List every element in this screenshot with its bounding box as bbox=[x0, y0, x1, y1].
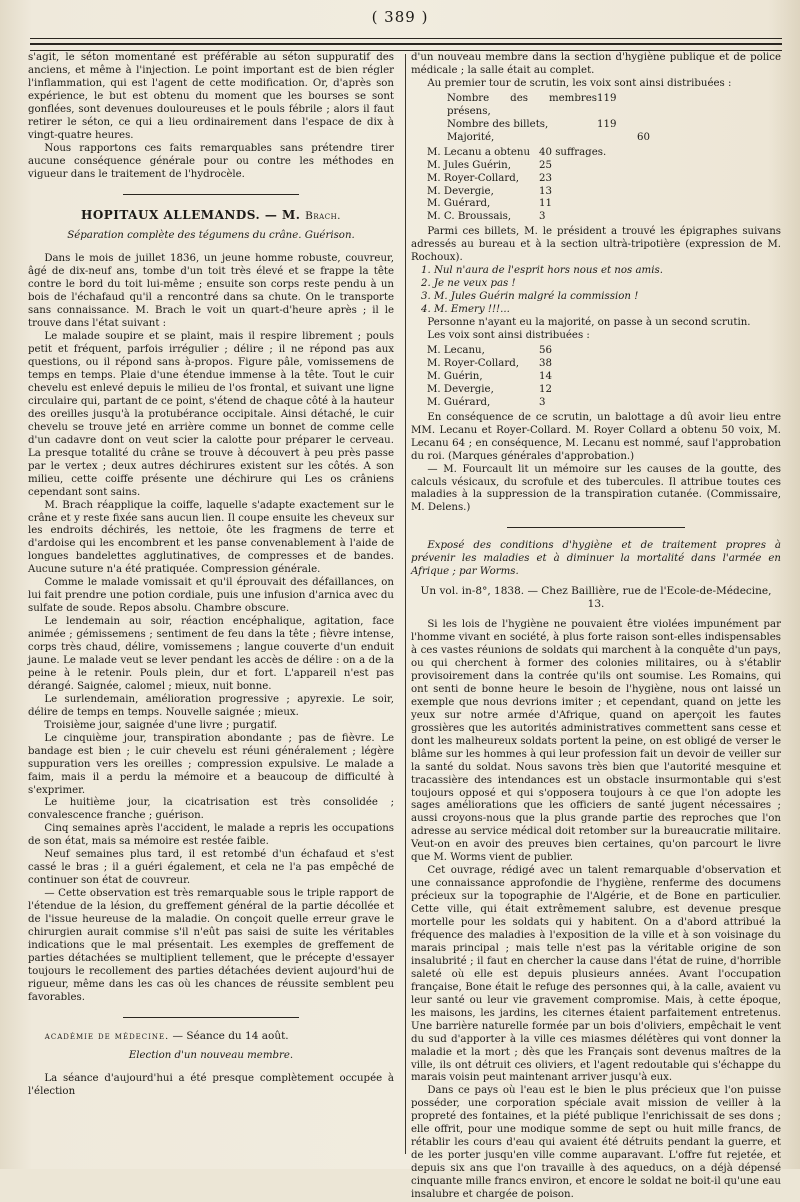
book-title: Exposé des conditions d'hygiène et de traitement propres à prévenir les maladies et à diminuer la mortalité dans l'armée en Afrique ; par Worms. bbox=[411, 540, 781, 578]
candidate-name: M. C. Broussais, bbox=[427, 211, 512, 223]
candidate-name: M. Guérin, bbox=[427, 370, 483, 382]
tally-value: 119 bbox=[597, 92, 617, 104]
tally-label: Nombre des billets, bbox=[447, 118, 549, 130]
candidate-votes: 12 bbox=[539, 383, 552, 395]
header-rule-middle bbox=[30, 43, 782, 45]
candidate-votes: 11 bbox=[539, 198, 552, 210]
article-paragraph: Dans le mois de juillet 1836, un jeune homme robuste, couvreur, âgé de dix-neuf ans, tombe d'un toit très élevé et se frappe la tête contre le bord du toit lui-même ; ensuite son corps reste pendu à un bois de l'échafaud qu'il a rencontré dans sa chute. On le transporte sans connaissance. M. Brach le voit un quart-d'heure après ; il le trouve dans l'état suivant : bbox=[28, 253, 394, 330]
lead-paragraph: d'un nouveau membre dans la section d'hygiène publique et de police médicale ; la salle était au complet. bbox=[411, 52, 781, 76]
tally-value: 60 bbox=[637, 131, 650, 143]
first-vote-intro: Au premier tour de scrutin, les voix sont ainsi distribuées : bbox=[427, 77, 732, 89]
vote-row bbox=[427, 371, 781, 384]
candidate-name: M. Lecanu, bbox=[427, 344, 485, 356]
election-subtitle: Election d'un nouveau membre. bbox=[128, 1049, 294, 1061]
candidate-name: M. Royer-Collard, bbox=[427, 357, 519, 369]
page-number: ( 389 ) bbox=[371, 8, 429, 26]
tally-row bbox=[447, 119, 781, 132]
vote-row bbox=[427, 358, 781, 371]
tally-label: Nombre des membres présens, bbox=[447, 92, 597, 117]
article-paragraph: M. Brach réapplique la coiffe, laquelle s'adapte exactement sur le crâne et y reste fixée sans aucun lien. Il coupe ensuite les cheveux sur les endroits déchirés, les nettoie, ôte les fragmens de terre et d'ardoise qui les encombrent et les panse convenablement à l'aide de longues bandelettes agglutinatives, de compresses et de bandes. Aucune suture n'a été pratiquée. Compression générale. bbox=[28, 499, 394, 576]
candidate-name: M. Devergie, bbox=[427, 185, 494, 197]
tally-table bbox=[447, 93, 781, 145]
ballot-quote: 4. M. Emery !!!... bbox=[421, 304, 510, 316]
section-separator bbox=[507, 527, 685, 528]
article-paragraph: Comme le malade vomissait et qu'il éprouvait des défaillances, on lui fait prendre une potion cordiale, puis une infusion d'arnica avec du sulfate de soude. Repos absolu. Chambre obscure. bbox=[28, 577, 394, 615]
tally-row bbox=[447, 132, 781, 145]
header-rule-top bbox=[30, 38, 782, 39]
intro-paragraph: Nous rapportons ces faits remarquables sans prétendre tirer aucune conséquence générale pour ou contre les méthodes en vigueur dans le traitement de l'hydrocèle. bbox=[28, 142, 394, 180]
tally-value: 119 bbox=[597, 118, 617, 130]
closing-paragraph: La séance d'aujourd'hui a été presque complètement occupée à l'élection bbox=[28, 1072, 394, 1097]
ballot-quote: 3. M. Jules Guérin malgré la commission ! bbox=[421, 291, 639, 303]
candidate-votes: 40 suffrages. bbox=[539, 146, 607, 158]
vote-row bbox=[427, 186, 781, 199]
candidate-votes: 23 bbox=[539, 172, 552, 184]
section-title: HOPITAUX ALLEMANDS. — M. bbox=[80, 207, 306, 222]
column-divider bbox=[405, 54, 406, 1154]
second-round-intro: Personne n'ayant eu la majorité, on passe à un second scrutin. bbox=[427, 317, 751, 329]
book-reference: Un vol. in-8°, 1838. — Chez Baillière, rue de l'Ecole-de-Médecine, 13. bbox=[420, 585, 772, 611]
vote-row bbox=[427, 211, 781, 224]
second-round-header: Les voix sont ainsi distribuées : bbox=[427, 330, 590, 342]
article-subtitle: Séparation complète des tégumens du crâne. Guérison. bbox=[67, 230, 355, 242]
header-rule-bottom bbox=[30, 50, 782, 51]
vote-row bbox=[427, 397, 781, 410]
first-round-table bbox=[427, 147, 781, 225]
candidate-votes: 38 bbox=[539, 357, 552, 369]
academy-heading bbox=[28, 1030, 394, 1044]
ballot-quote: 1. Nul n'aura de l'esprit hors nous et nos amis. bbox=[421, 265, 663, 277]
candidate-name: M. Devergie, bbox=[427, 383, 494, 395]
vote-row bbox=[427, 384, 781, 397]
candidate-name: M. Royer-Collard, bbox=[427, 172, 519, 184]
book-paragraph: Si les lois de l'hygiène ne pouvaient être violées impunément par l'homme vivant en société, à plus forte raison sont-elles indispensables à ces vastes réunions de soldats qui marchent à la conquête d'un pays, ou qui cherchent à former des colonies militaires, ou à s'établir provisoirement dans la contrée qu'ils ont soumise. Les Romains, qui ont senti de bonne heure le besoin de l'hygiène, nous ont laissé un exemple que nous devrions imiter ; et cependant, quand on jette les yeux sur notre armée d'Afrique, quand on aperçoit les fautes grossières que les autorités administratives commettent sans cesse et dont les malheureux soldats portent la peine, on est obligé de verser le blâme sur les hommes à qui leur profession fait un devoir de veiller sur la santé du soldat. Nous savons très bien que l'autorité mesquine et tracassière des intendances est un obstacle insurmontable qui s'est toujours opposé et qui s'opposera toujours à ce que l'on adopte les sages améliorations que les officiers de santé jugent nécessaires ; aussi croyons-nous que la plus grande partie des reproches que l'on adresse au service médical doit retomber sur la bureaucratie militaire. Veut-on en avoir des preuves bien certaines, qu'on parcourt le livre que M. Worms vient de publier. bbox=[411, 619, 781, 864]
candidate-name: M. Guérard, bbox=[427, 396, 491, 408]
article-paragraph: Le surlendemain, amélioration progressive ; apyrexie. Le soir, délire de temps en temps. Nouvelle saignée ; mieux. bbox=[28, 693, 394, 718]
article-paragraph: Le cinquième jour, transpiration abondante ; pas de fièvre. Le bandage est bien ; le cuir chevelu est réuni généralement ; légère suppuration vers les oreilles ; compression expulsive. Le malade a faim, mais il a perdu la mémoire et a beaucoup de difficulté à s'exprimer. bbox=[28, 732, 394, 796]
vote-row bbox=[427, 345, 781, 358]
vote-row bbox=[427, 160, 781, 173]
candidate-votes: 13 bbox=[539, 185, 552, 197]
section-heading bbox=[28, 209, 394, 223]
candidate-votes: 3 bbox=[539, 396, 546, 408]
academy-label: académie de médecine. bbox=[44, 1030, 170, 1042]
right-column bbox=[411, 52, 781, 1201]
article-paragraph: Le lendemain au soir, réaction encéphalique, agitation, face animée ; gémissemens ; sentiment de feu dans la tête ; fièvre intense, corps très chaud, délire, vomissemens ; langue couverte d'un enduit jaune. Le malade veut se lever pendant les accès de délire : on a de la peine à le retenir. Pouls plein, dur et fort. L'appareil n'est pas dérangé. Saignée, calomel ; mieux, nuit bonne. bbox=[28, 616, 394, 692]
candidate-name: M. Lecanu a obtenu bbox=[427, 146, 531, 158]
section-author: Brach. bbox=[305, 209, 342, 222]
academy-session: — Séance du 14 août. bbox=[172, 1029, 289, 1042]
vote-row bbox=[427, 198, 781, 211]
tally-label: Majorité, bbox=[447, 131, 495, 143]
candidate-votes: 14 bbox=[539, 370, 552, 382]
candidate-name: M. Jules Guérin, bbox=[427, 159, 511, 171]
article-paragraph: Cinq semaines après l'accident, le malade a repris les occupations de son état, mais sa mémoire est restée faible. bbox=[28, 823, 394, 848]
section-separator bbox=[123, 1017, 299, 1018]
book-paragraph: Dans ce pays où l'eau est le bien le plus précieux que l'on puisse posséder, une corporation spéciale avait mission de veiller à la propreté des fontaines, et la piété publique l'enrichissait de ses dons ; elle offrit, pour une modique somme de sept ou huit mille francs, de rétablir les cours d'eau qui avaient été détruits pendant la guerre, et de les porter jusqu'en ville comme auparavant. L'offre fut rejetée, et depuis six ans que l'on travaille à des aqueducs, on a déjà dépensé cinquante mille francs environ, et encore le soldat ne boit-il qu'une eau insalubre et chargée de poison. bbox=[411, 1085, 781, 1201]
book-paragraph: Cet ouvrage, rédigé avec un talent remarquable d'observation et une connaissance approfondie de l'hygiène, renferme des documens précieux sur la topographie de l'Algérie, et de Bone en particulier. Cette ville, qui était extrêmement salubre, est devenue presque mortelle pour les soldats qui y habitent. On a d'abord attribué la fréquence des maladies à l'exposition de la ville et à son voisinage du marais principal ; mais telle n'est pas la véritable origine de son insalubrité ; il faut en chercher la cause dans l'état de ruine, d'horrible saleté où elle est depuis plusieurs années. Avant l'occupation française, Bone était le refuge des personnes qui, à la calle, avaient vu leur santé ou leur vie gravement compromise. Mais, à cette époque, les maisons, les jardins, les citernes étaient parfaitement entretenus. Une barrière naturelle formée par un bois d'oliviers, empêchait le vent du sud d'apporter à la ville ces miasmes délétères qui vont donner la maladie et la mort ; dès que les Français sont devenus maîtres de la ville, ils ont détruit ces oliviers, et l'agent redoutable qui s'échappe du marais voisin peut maintenant arriver jusqu'à eux. bbox=[411, 865, 781, 1084]
intro-paragraph: s'agit, le séton momentané est préférable au séton suppuratif des anciens, et même à l'injection. Le point important est de bien régler l'inflammation, qui est l'agent de cette modification. Or, d'après son expérience, le but est obtenu du moment que les bourses se sont gonflées, sont devenues douloureuses et le pouls fébrile ; alors il faut retirer le séton, ce qui a lieu ordinairement dans l'espace de dix à vingt-quatre heures. bbox=[28, 52, 394, 141]
left-column bbox=[28, 52, 394, 1162]
fourcault-paragraph: — M. Fourcault lit un mémoire sur les causes de la goutte, des calculs vésicaux, du scrofule et des tubercules. Il attribue toutes ces maladies à la suppression de la transpiration cutanée. (Commissaire, M. Delens.) bbox=[411, 463, 781, 514]
article-paragraph: Le huitième jour, la cicatrisation est très consolidée ; convalescence franche ; guérison. bbox=[28, 797, 394, 822]
ballots-intro: Parmi ces billets, M. le président a trouvé les épigraphes suivans adressés au bureau et à la section ultrà-tripotière (expression de M. Rochoux). bbox=[411, 226, 781, 264]
tally-row bbox=[447, 93, 781, 119]
candidate-votes: 56 bbox=[539, 344, 552, 356]
section-separator bbox=[123, 194, 299, 195]
second-round-table bbox=[427, 345, 781, 410]
article-paragraph: Troisième jour, saignée d'une livre ; purgatif. bbox=[44, 719, 278, 731]
result-paragraph: En conséquence de ce scrutin, un balottage a dû avoir lieu entre MM. Lecanu et Royer-Collard. M. Royer Collard a obtenu 50 voix, M. Lecanu 64 ; en conséquence, M. Lecanu est nommé, sauf l'approbation du roi. (Marques générales d'approbation.) bbox=[411, 411, 781, 462]
candidate-votes: 3 bbox=[539, 211, 546, 223]
article-paragraph: Le malade soupire et se plaint, mais il respire librement ; pouls petit et fréquent, parfois irrégulier ; délire ; il ne répond pas aux questions, ou il répond sans à-propos. Figure pâle, vomissemens de temps en temps. Plaie d'une étendue immense à la tête. Tout le cuir chevelu est enlevé depuis le milieu de l'os frontal, et suivant une ligne circulaire qui, partant de ce point, s'étend de chaque côté à la hauteur des oreilles jusqu'à la protubérance occipitale. Ainsi détaché, le cuir chevelu se trouve jeté en arrière comme un bonnet de comme celle d'un cadavre dont on veut scier la calotte pour préparer le cerveau. La presque totalité du crâne se trouve à découvert à peu près passe par le vertex ; deux autres déchirures existent sur les côtés. A son milieu, cette coiffe présente une déchirure qui Les os crâniens cependant sont sains. bbox=[28, 331, 394, 498]
vote-row bbox=[427, 147, 781, 160]
candidate-name: M. Guérard, bbox=[427, 198, 491, 210]
ballot-quote: 2. Je ne veux pas ! bbox=[421, 278, 516, 290]
article-paragraph: — Cette observation est très remarquable sous le triple rapport de l'étendue de la lésion, du greffement général de la partie décollée et de l'issue heureuse de la maladie. On conçoit quelle erreur grave le chirurgien aurait commise s'il n'eût pas saisi de suite les véritables indications que le mal présentait. Les exemples de greffement de parties détachées se multiplient tellement, que le précepte d'essayer toujours le recollement des parties détachées devient aujourd'hui de rigueur, même dans les cas où les chances de réussite semblent peu favorables. bbox=[28, 888, 394, 1003]
candidate-votes: 25 bbox=[539, 159, 552, 171]
vote-row bbox=[427, 173, 781, 186]
article-paragraph: Neuf semaines plus tard, il est retombé d'un échafaud et s'est cassé le bras ; il a guéri également, et cela ne l'a pas empêché de continuer son état de couvreur. bbox=[28, 849, 394, 887]
